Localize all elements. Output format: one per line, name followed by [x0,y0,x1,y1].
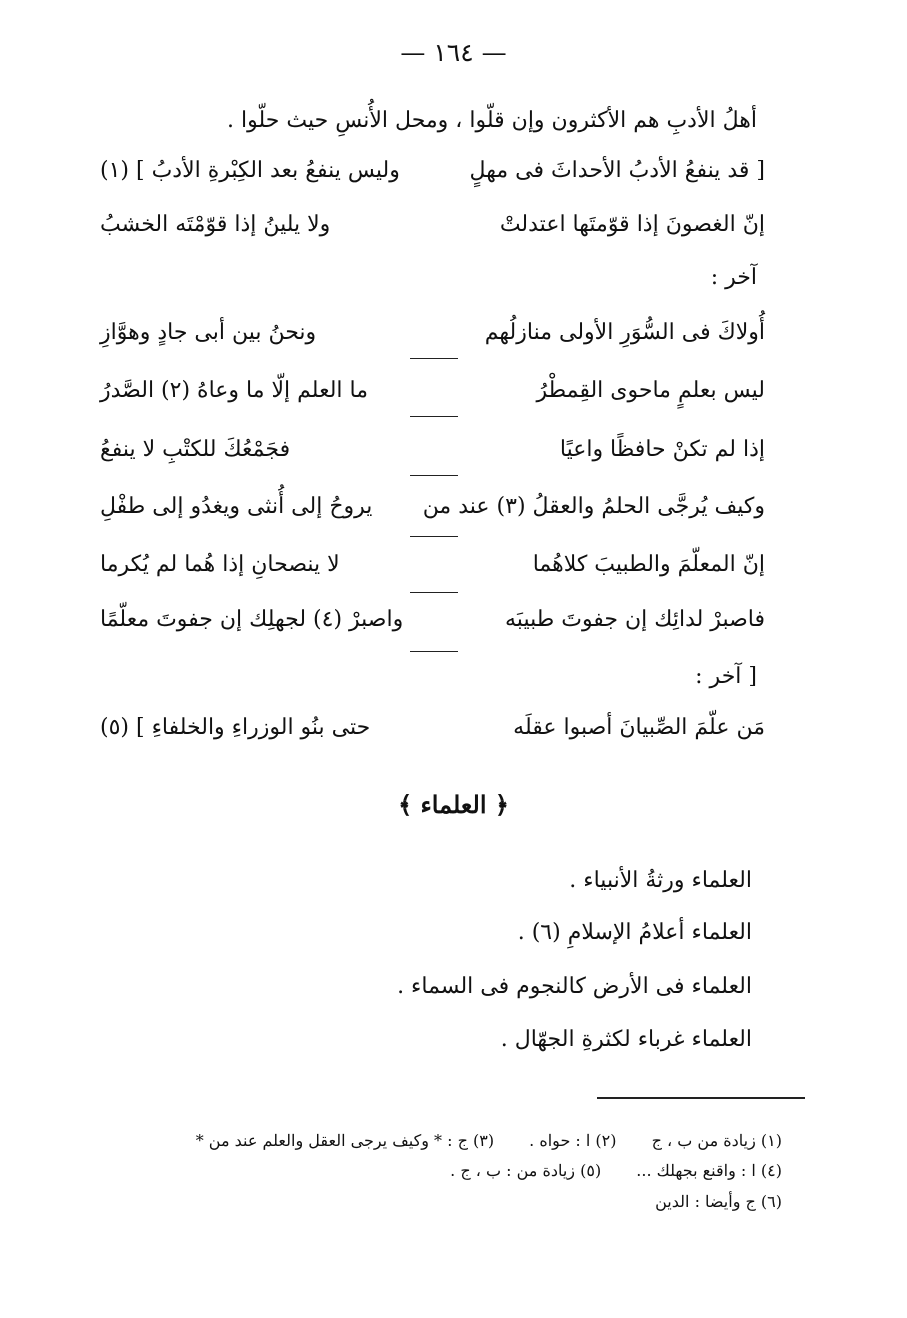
second-hemistich: واصبرْ (٤) لجهلِك إن جفوتَ معلّمًا [100,607,404,632]
verse-line [100,552,765,592]
footnote-row [625,1192,782,1211]
footnote: (٥) زيادة من : ب ، ج . [450,1161,602,1180]
verse-line [100,715,765,755]
footnote-row [166,1131,782,1150]
verse-line [100,320,765,360]
second-hemistich: يروحُ إلى أُنثى ويغدُو إلى طفْلِ [100,494,373,519]
footnote: (٢) ا : حواه . [529,1131,617,1150]
saying-line: العلماء أعلامُ الإسلامِ (٦) . [517,920,752,945]
footnote-rule [597,1097,805,1099]
verse-line [100,437,765,477]
second-hemistich: حتى بنُو الوزراءِ والخلفاءِ ] (٥) [100,715,371,740]
first-hemistich: فاصبرْ لدائِك إن جفوتَ طبيبَه [505,607,765,632]
verse-line [100,607,765,647]
verse-divider [410,475,458,476]
first-hemistich: إذا لم تكنْ حافظًا واعيًا [559,437,765,462]
footnote: (٣) ج : * وكيف يرجى العقل والعلم عند من * [195,1131,495,1150]
verse-line [100,212,765,252]
first-hemistich: إنّ الغصونَ إذا قوّمتَها اعتدلتْ [499,212,765,237]
second-hemistich: لا ينصحانِ إذا هُما لم يُكرما [100,552,340,577]
second-hemistich: ونحنُ بين أبى جادٍ وهوَّازِ [100,320,317,345]
second-hemistich: ما العلم إلّا ما وعاهُ (٢) الصَّدرُ [100,378,369,403]
page-number: — ١٦٤ — [400,38,507,67]
second-hemistich: وليس ينفعُ بعد الكِبْرةِ الأدبُ ] (١) [100,158,400,183]
akhar-label: [ آخر : [695,664,757,689]
footnote: (٤) ا : واقنع بجهلك ... [636,1161,782,1180]
first-hemistich: ليس بعلمٍ ماحوى القِمطْرُ [536,378,765,403]
verse-line [100,494,765,534]
first-hemistich: [ قد ينفعُ الأدبُ الأحداثَ فى مهلٍ [469,158,765,183]
saying-line: العلماء فى الأرض كالنجوم فى السماء . [397,974,752,999]
verse-divider [410,592,458,593]
first-hemistich: وكيف يُرجَّى الحلمُ والعقلُ (٣) عند من [422,494,765,519]
footnote: (١) زيادة من ب ، ج [651,1131,782,1150]
verse-divider [410,651,458,652]
verse-line [100,378,765,418]
verse-line [100,158,765,198]
first-hemistich: إنّ المعلّمَ والطبيبَ كلاهُما [532,552,765,577]
verse-divider [410,416,458,417]
first-hemistich: مَن علّمَ الصِّبيانَ أصبوا عقلَه [513,715,765,740]
first-hemistich: أُولاكَ فى السُّوَرِ الأولى منازلُهم [484,320,765,345]
verse-divider [410,358,458,359]
second-hemistich: ولا يلينُ إذا قوّمْتَه الخشبُ [100,212,331,237]
footnote: (٦) ج وأيضا : الدين [655,1192,782,1211]
second-hemistich: فجَمْعُكَ للكتْبِ لا ينفعُ [100,437,291,462]
saying-line: العلماء غرباء لكثرةِ الجهّال . [500,1027,752,1052]
saying-line: العلماء ورثةُ الأنبياء . [569,868,752,893]
footnote-row [420,1161,782,1180]
verse-divider [410,536,458,537]
section-heading: ﴿ العلماء ﴾ [398,790,509,819]
intro-line: أهلُ الأدبِ هم الأكثرون وإن قلّوا ، ومحل الأُنسِ حيث حلّوا . [227,108,757,133]
akhar-label: آخر : [710,265,757,290]
